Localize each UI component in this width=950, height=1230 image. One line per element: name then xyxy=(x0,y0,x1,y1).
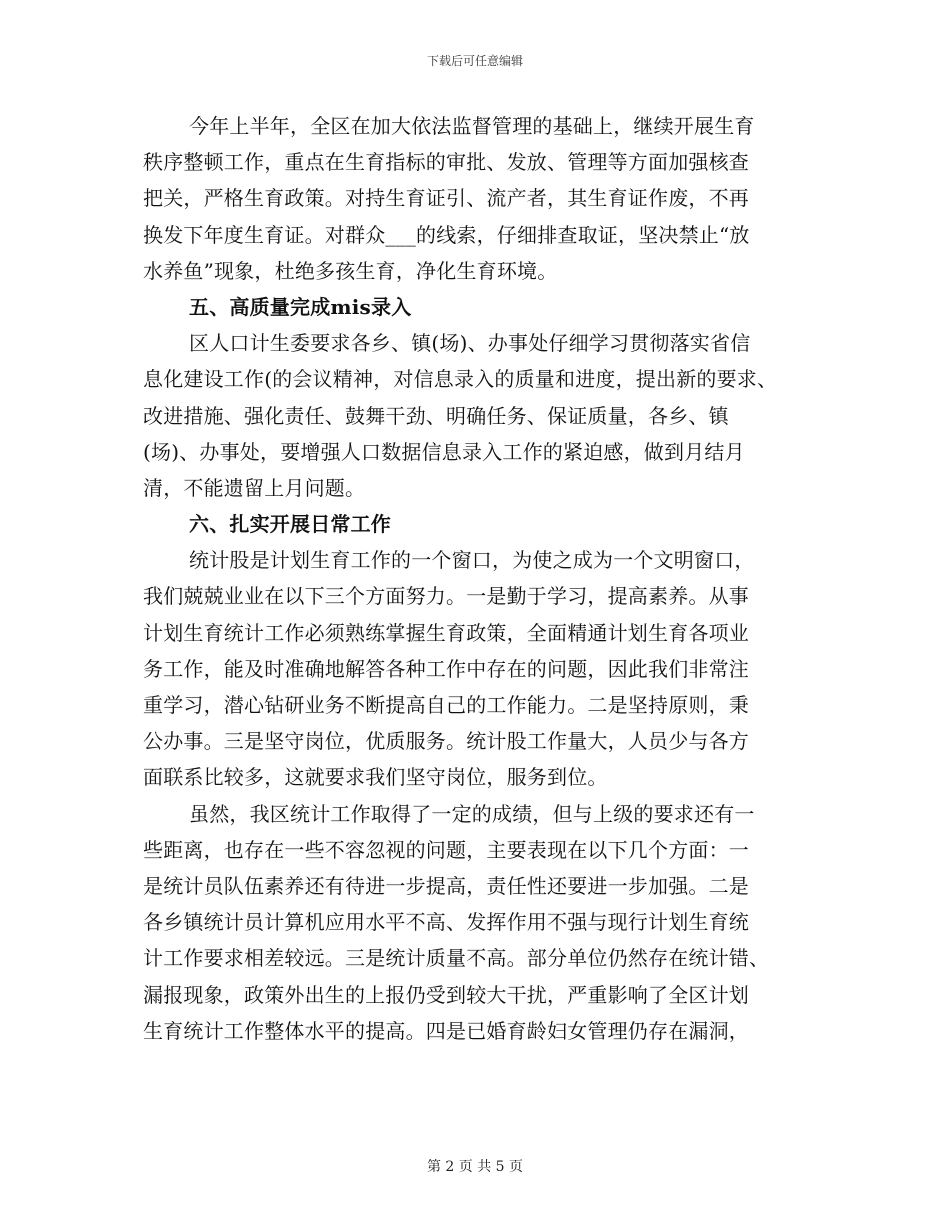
paragraph-line: 息化建设工作(的会议精神，对信息录入的质量和进度，提出新的要求、 xyxy=(143,367,778,392)
document-body xyxy=(143,108,823,1049)
paragraph-line: 些距离，也存在一些不容忽视的问题，主要表现在以下几个方面：一 xyxy=(143,837,749,862)
paragraph-line: 务工作，能及时准确地解答各种工作中存在的问题，因此我们非常注 xyxy=(143,656,749,681)
paragraph-line: 秩序整顿工作，重点在生育指标的审批、发放、管理等方面加强核查 xyxy=(143,150,749,175)
page-header: 下载后可任意编辑 xyxy=(426,54,523,68)
paragraph-line: 我们兢兢业业在以下三个方面努力。一是勤于学习，提高素养。从事 xyxy=(143,584,749,609)
paragraph-line: 清，不能遗留上月问题。 xyxy=(143,475,366,500)
paragraph-line: 是统计员队伍素养还有待进一步提高，责任性还要进一步加强。二是 xyxy=(143,873,749,898)
paragraph-line: 改进措施、强化责任、鼓舞干劲、明确任务、保证质量，各乡、镇 xyxy=(143,403,729,428)
section-heading: 六、扎实开展日常工作 xyxy=(189,512,391,537)
paragraph-line: 水养鱼”现象，杜绝多孩生育，净化生育环境。 xyxy=(143,258,558,283)
paragraph-line: 漏报现象，政策外出生的上报仍受到较大干扰，严重影响了全区计划 xyxy=(143,982,749,1007)
paragraph-line: 计划生育统计工作必须熟练掌握生育政策，全面精通计划生育各项业 xyxy=(143,620,749,645)
paragraph-line: 面联系比较多，这就要求我们坚守岗位，服务到位。 xyxy=(143,765,608,790)
paragraph-line: 虽然，我区统计工作取得了一定的成绩，但与上级的要求还有一 xyxy=(189,801,755,826)
paragraph-line: (场)、办事处，要增强人口数据信息录入工作的紧迫感，做到月结月 xyxy=(143,439,745,464)
paragraph-line: 把关，严格生育政策。对持生育证引、流产者，其生育证作废，不再 xyxy=(143,186,749,211)
paragraph-line: 各乡镇统计员计算机应用水平不高、发挥作用不强与现行计划生育统 xyxy=(143,910,749,935)
paragraph-line: 计工作要求相差较远。三是统计质量不高。部分单位仍然存在统计错、 xyxy=(143,946,770,971)
paragraph-line: 换发下年度生育证。对群众___的线索，仔细排查取证，坚决禁止“放 xyxy=(143,222,750,247)
page-footer: 第 2 页 共 5 页 xyxy=(426,1159,524,1175)
paragraph-line: 统计股是计划生育工作的一个窗口，为使之成为一个文明窗口， xyxy=(189,548,755,573)
paragraph-line: 生育统计工作整体水平的提高。四是已婚育龄妇女管理仍存在漏洞， xyxy=(143,1018,749,1043)
paragraph-line: 区人口计生委要求各乡、镇(场)、办事处仔细学习贯彻落实省信 xyxy=(189,331,751,356)
paragraph-line: 公办事。三是坚守岗位，优质服务。统计股工作量大，人员少与各方 xyxy=(143,729,749,754)
paragraph-line: 重学习，潜心钻研业务不断提高自己的工作能力。二是坚持原则，秉 xyxy=(143,693,749,717)
section-heading: 五、高质量完成mis录入 xyxy=(189,294,412,319)
paragraph-line: 今年上半年，全区在加大依法监督管理的基础上，继续开展生育 xyxy=(189,114,755,138)
